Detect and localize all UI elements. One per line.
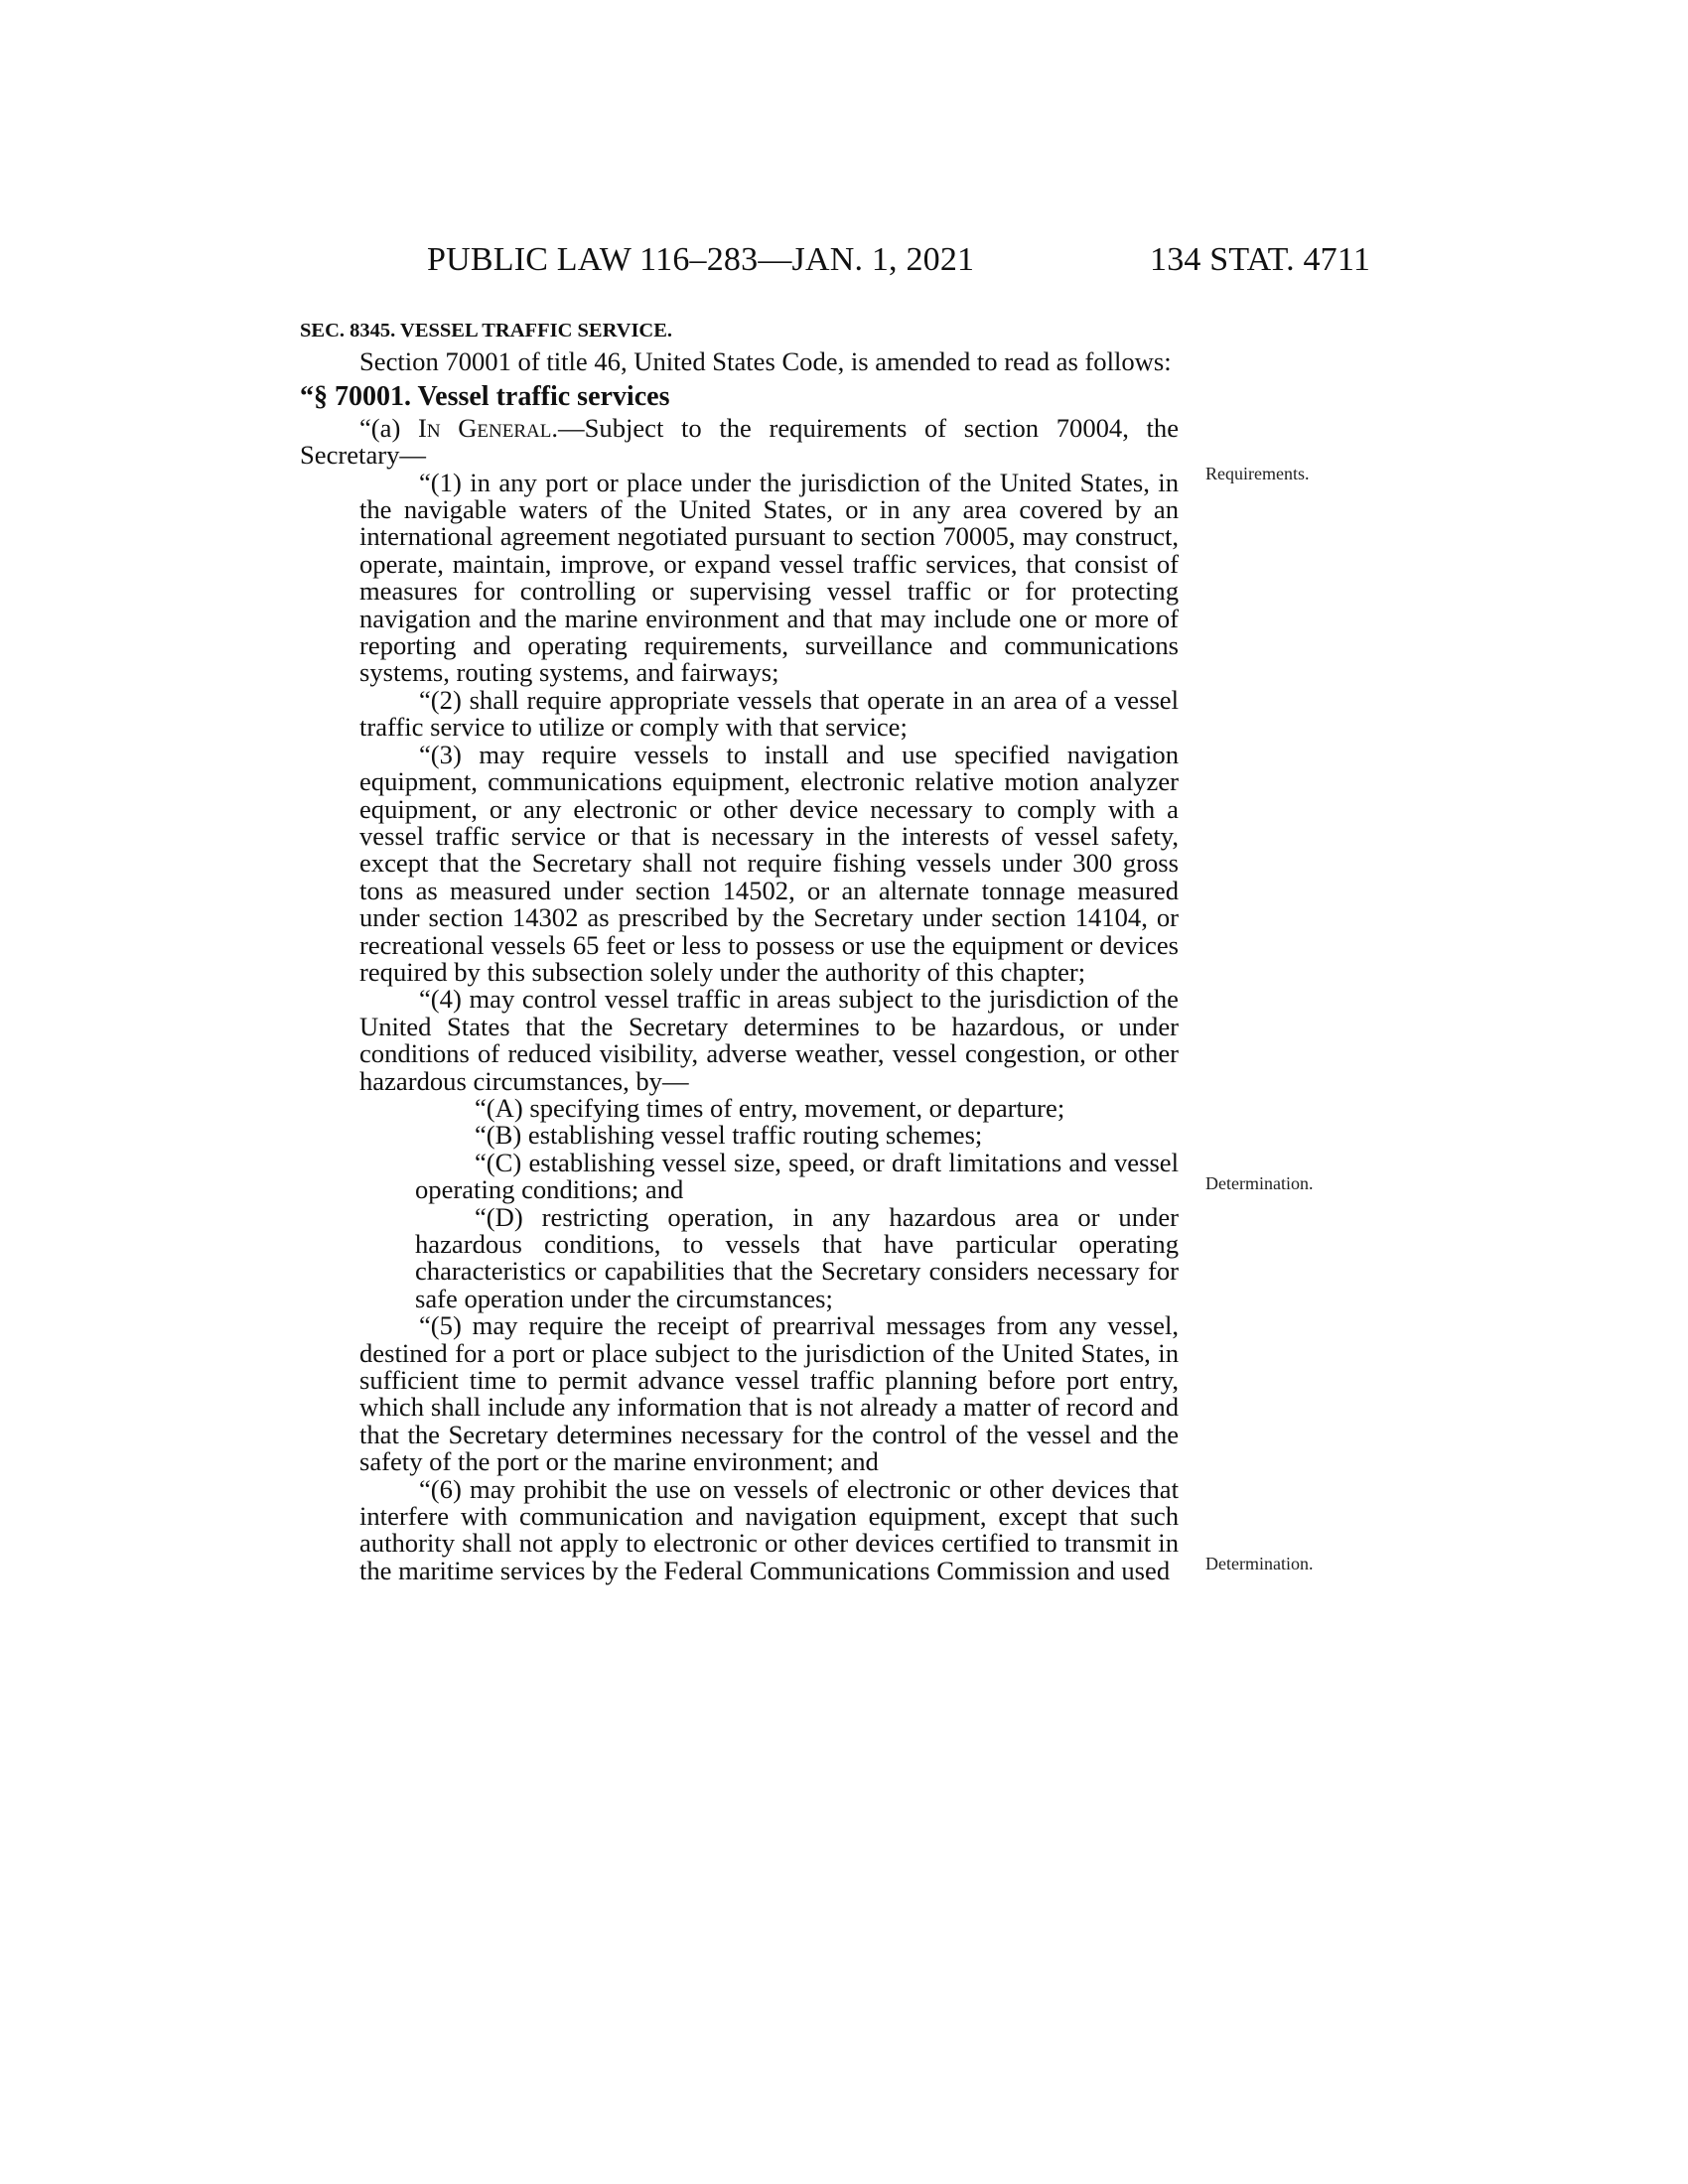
section-heading: SEC. 8345. VESSEL TRAFFIC SERVICE. [300, 320, 673, 341]
subparagraph-a: “(A) specifying times of entry, movement, or departure; [475, 1092, 1065, 1123]
subsection-a-lead: “(a) [359, 412, 401, 443]
paragraph-1: “(1) in any port or place under the jurisdiction of the United States, in the navigable waters of the United States, or in any area covered by an international agreement negotiated pursuant to section 70005, may construct, operate, maintain, improve, or expand vessel traffic services, that consist of measures for controlling or supervising vessel traffic or for protecting navigation and the marine environment and that may include one or more of reporting and operating requirements, surveillance and communications systems, routing systems, and fairways; [359, 467, 1179, 688]
margin-note-requirements: Requirements. [1205, 464, 1310, 483]
statute-page-number: 134 STAT. 4711 [1150, 241, 1371, 278]
margin-note-determination: Determination. [1205, 1554, 1314, 1573]
public-law-header: PUBLIC LAW 116–283—JAN. 1, 2021 [427, 241, 975, 278]
body-column [300, 348, 1179, 1584]
paragraph-5: “(5) may require the receipt of prearrival messages from any vessel, destined for a port or place subject to the jurisdiction of the United States, in sufficient time to permit advance vessel traffic planning before port entry, which shall include any information that is not already a matter of record and that the Secretary determines necessary for the control of the vessel and the safety of the port or the marine environment; and [359, 1310, 1179, 1477]
margin-note-determination: Determination. [1205, 1173, 1314, 1193]
paragraph-2: “(2) shall require appropriate vessels that operate in an area of a vessel traffic service to utilize or comply with that service; [359, 684, 1179, 743]
subparagraph-c: “(C) establishing vessel size, speed, or draft limitations and vessel operating conditions; and [415, 1147, 1179, 1205]
paragraph-3: “(3) may require vessels to install and use specified navigation equipment, communications equipment, electronic relative motion analyzer equipment, or any electronic or other device necessary to comply with a vessel traffic service or that is necessary in the interests of vessel safety, except that the Secretary shall not require fishing vessels under 300 gross tons as measured under section 14502, or an alternate tonnage measured under section 14302 as prescribed by the Secretary under section 14104, or recreational vessels 65 feet or less to possess or use the equipment or devices required by this subsection solely under the authority of this chapter; [359, 739, 1179, 987]
subsection-a [300, 412, 1179, 471]
subsection-a-label: In General [417, 412, 552, 443]
paragraph-6: “(6) may prohibit the use on vessels of electronic or other devices that interfere with communication and navigation equipment, except that such authority shall not apply to electronic or other devices certified to transmit in the maritime services by the Federal Communications Commission and used [359, 1473, 1179, 1585]
paragraph-4: “(4) may control vessel traffic in areas subject to the jurisdiction of the United States that the Secretary determines to be hazardous, or under conditions of reduced visibility, adverse weather, vessel congestion, or other hazardous circumstances, by— [359, 984, 1179, 1096]
subsection-a-text: .—Subject to the requirements of section 70004, the Secretary— [300, 412, 1179, 471]
subparagraph-d: “(D) restricting operation, in any hazardous area or under hazardous conditions, to vessels that have particular operating characteristics or capabilities that the Secretary considers necessary for safe operation under the circumstances; [415, 1201, 1179, 1313]
section-intro: Section 70001 of title 46, United States Code, is amended to read as follows: [359, 346, 1172, 376]
subparagraph-b: “(B) establishing vessel traffic routing schemes; [475, 1120, 983, 1151]
section-title: “§ 70001. Vessel traffic services [300, 381, 670, 413]
